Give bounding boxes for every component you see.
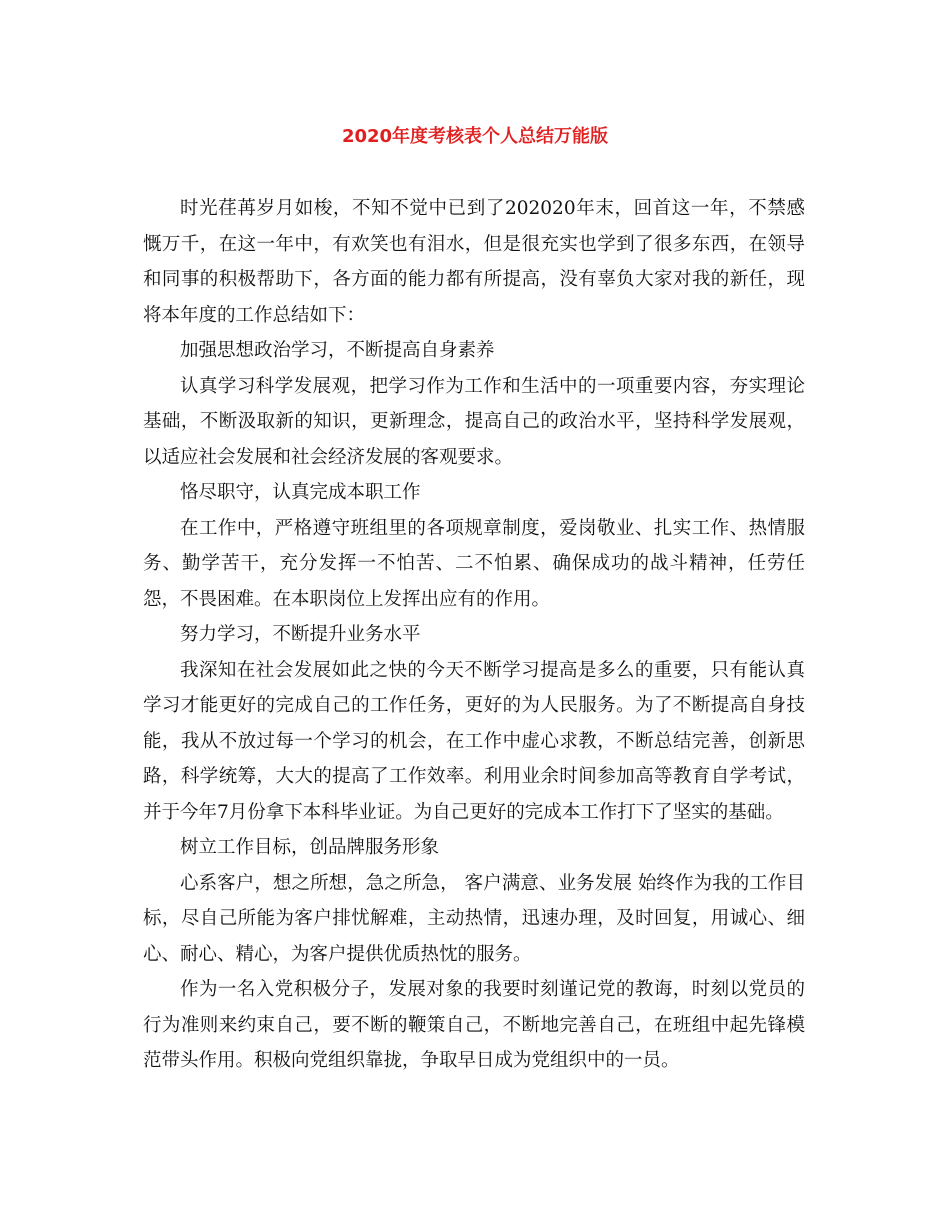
paragraph-intro: 时光荏苒岁月如梭，不知不觉中已到了202020年末，回首这一年，不禁感慨万千，在这一年中，有欢笑也有泪水，但是很充实也学到了很多东西，在领导和同事的积极帮助下，各方面的能力都有所提高，没有辜负大家对我的新任，现将本年度的工作总结如下： — [143, 198, 805, 326]
section-heading-goals: 树立工作目标，创品牌服务形象 — [180, 837, 440, 858]
document-title: 2020年度考核表个人总结万能版 — [341, 126, 609, 147]
paragraph-duty: 在工作中，严格遵守班组里的各项规章制度，爱岗敬业、扎实工作、热情服务、勤学苦干，充分发挥一不怕苦、二不怕累、确保成功的战斗精神，任劳任怨，不畏困难。在本职岗位上发挥出应有的作用。 — [143, 517, 805, 610]
document-body — [143, 191, 805, 1079]
paragraph-politics: 认真学习科学发展观，把学习作为工作和生活中的一项重要内容，夯实理论基础，不断汲取新的知识，更新理念，提高自己的政治水平，坚持科学发展观，以适应社会发展和社会经济发展的客观要求。 — [143, 375, 805, 468]
paragraph-goals: 心系客户，想之所想，急之所急， 客户满意、业务发展 始终作为我的工作目标，尽自己所能为客户排忧解难，主动热情，迅速办理，及时回复，用诚心、细心、耐心、精心，为客户提供优质热忱的服务。 — [143, 872, 805, 965]
section-heading-study: 努力学习，不断提升业务水平 — [180, 624, 421, 645]
section-heading-duty: 恪尽职守，认真完成本职工作 — [180, 482, 421, 503]
paragraph-study: 我深知在社会发展如此之快的今天不断学习提高是多么的重要，只有能认真学习才能更好的完成自己的工作任务，更好的为人民服务。为了不断提高自身技能，我从不放过每一个学习的机会，在工作中虚心求教，不断总结完善，创新思路，科学统筹，大大的提高了工作效率。利用业余时间参加高等教育自学考试，并于今年7月份拿下本科毕业证。为自己更好的完成本工作打下了坚实的基础。 — [143, 659, 805, 823]
paragraph-party: 作为一名入党积极分子，发展对象的我要时刻谨记党的教诲，时刻以党员的行为准则来约束自己，要不断的鞭策自己，不断地完善自己，在班组中起先锋模范带头作用。积极向党组织靠拢，争取早日成为党组织中的一员。 — [143, 979, 805, 1071]
section-heading-politics: 加强思想政治学习，不断提高自身素养 — [180, 340, 495, 361]
